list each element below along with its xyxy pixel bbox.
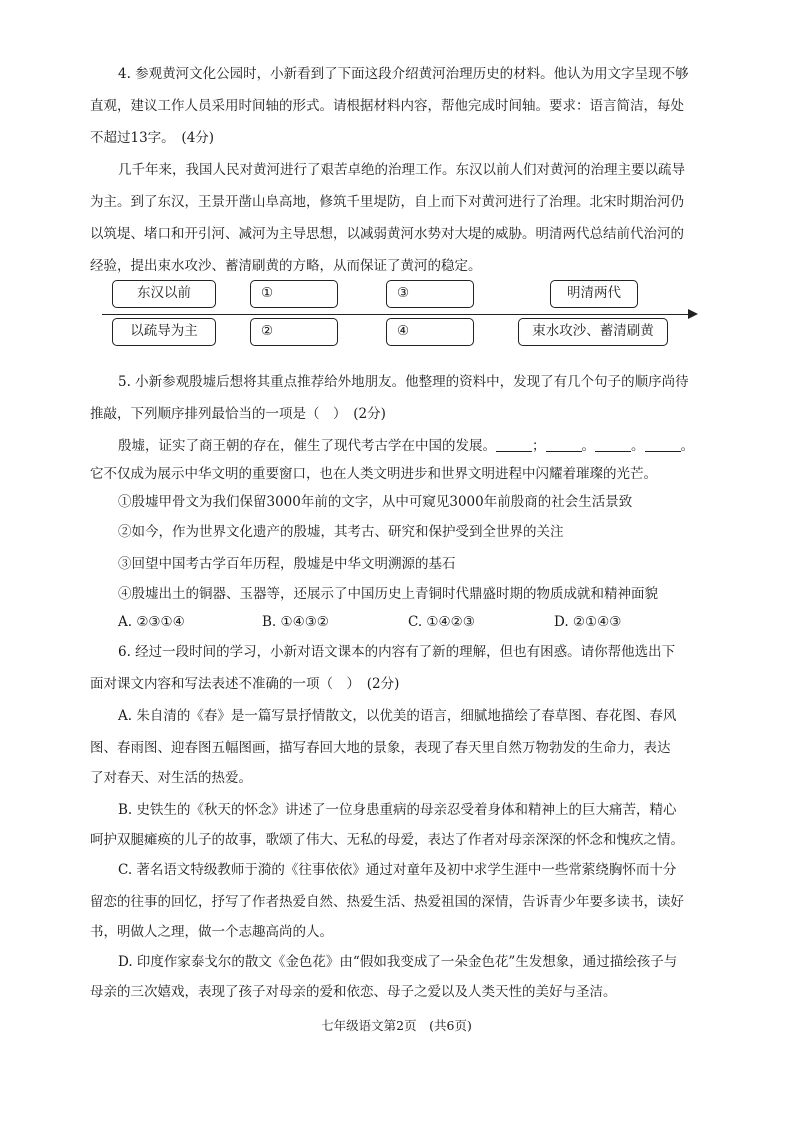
q6-option-a-line-2: 图、春雨图、迎春图五幅图画，描写春回大地的景象，表现了春天里自然万物勃发的生命力，表达 [90, 740, 671, 756]
timeline-box-before-donghan: 东汉以前 [112, 280, 216, 308]
timeline-axis [102, 314, 690, 315]
q5-sentence-1: ①殷墟甲骨文为我们保留3000年前的文字，从中可窥见3000年前殷商的社会生活景致 [118, 494, 633, 510]
q6-option-a-line-1[interactable]: A. 朱自清的《春》是一篇写景抒情散文，以优美的语言，细腻地描绘了春草图、春花图、春风 [118, 708, 677, 724]
q5-blank-3[interactable] [595, 439, 631, 452]
q6-option-d-line-2: 母亲的三次嬉戏，表现了孩子对母亲的爱和依恋、母子之爱以及人类天性的美好与圣洁。 [90, 984, 617, 1000]
q5-blank-1[interactable] [496, 439, 532, 452]
q4-stem-line-3: 不超过13字。 (4分) [90, 130, 215, 146]
q5-option-d[interactable]: D. ②①④③ [554, 614, 622, 630]
q6-option-b-line-1[interactable]: B. 史铁生的《秋天的怀念》讲述了一位身患重病的母亲忍受着身体和精神上的巨大痛苦，精心 [118, 802, 677, 818]
q4-material-line-4: 经验，提出束水攻沙、蓄清刷黄的方略，从而保证了黄河的稳定。 [90, 258, 482, 274]
timeline [0, 280, 793, 350]
q5-sentence-4: ④殷墟出土的铜器、玉器等，还展示了中国历史上青铜时代鼎盛时期的物质成就和精神面貌 [118, 586, 658, 602]
q5-sentence-3: ③回望中国考古学百年历程，殷墟是中华文明溯源的基石 [118, 556, 456, 572]
q5-sep-1: ； [532, 438, 546, 454]
q5-stem-line-1: 5. 小新参观殷墟后想将其重点推荐给外地朋友。他整理的资料中，发现了有几个句子的顺序尚待 [118, 374, 689, 390]
q6-option-d-line-1[interactable]: D. 印度作家泰戈尔的散文《金色花》由“假如我变成了一朵金色花”生发想象，通过描绘孩子与 [118, 954, 678, 970]
q5-sep-4: 。 [680, 438, 694, 454]
q6-stem-line-2: 面对课文内容和写法表述不准确的一项（ ） (2分) [90, 676, 400, 692]
q6-option-c-line-1[interactable]: C. 著名语文特级教师于漪的《往事依依》通过对童年及初中求学生涯中一些常萦绕胸怀而十分 [118, 862, 677, 878]
q5-sep-3: 。 [631, 438, 645, 454]
page-footer: 七年级语文第2页 (共6页) [321, 1018, 472, 1033]
q4-stem-line-1: 4. 参观黄河文化公园时，小新看到了下面这段介绍黄河治理历史的材料。他认为用文字呈现不够 [118, 66, 689, 82]
q5-stem-line-2: 推敲，下列顺序排列最恰当的一项是（ ） (2分) [90, 406, 386, 422]
timeline-arrow-icon [688, 309, 698, 319]
q4-material-line-2: 为主。到了东汉，王景开凿山阜高地，修筑千里堤防，自上而下对黄河进行了治理。北宋时期治河仍 [90, 194, 684, 210]
q5-blank-2[interactable] [546, 439, 582, 452]
q5-sentence-2: ②如今，作为世界文化遗产的殷墟，其考古、研究和保护受到全世界的关注 [118, 524, 564, 540]
q6-option-b-line-2: 呵护双腿瘫痪的儿子的故事，歌颂了伟大、无私的母爱，表达了作者对母亲深深的怀念和愧疚之情。 [90, 832, 684, 848]
timeline-blank-3[interactable]: ③ [386, 280, 474, 308]
timeline-blank-1[interactable]: ① [250, 280, 338, 308]
q5-blank-4[interactable] [645, 439, 681, 452]
q5-option-b[interactable]: B. ①④③② [262, 614, 329, 630]
q5-sep-2: 。 [581, 438, 595, 454]
q4-material-line-3: 以筑堤、堵口和开引河、减河为主导思想，以减弱黄河水势对大堤的威胁。明清两代总结前代治河的 [90, 226, 684, 242]
q6-stem-line-1: 6. 经过一段时间的学习，小新对语文课本的内容有了新的理解，但也有困惑。请你帮他选出下 [118, 644, 676, 660]
q6-option-c-line-2: 留恋的往事的回忆，抒写了作者热爱自然、热爱生活、热爱祖国的深情，告诉青少年要多读书，读好 [90, 894, 684, 910]
timeline-blank-4[interactable]: ④ [386, 318, 474, 346]
q5-passage-line-2: 它不仅成为展示中华文明的重要窗口，也在人类文明进步和世界文明进程中闪耀着璀璨的光芒。 [90, 466, 657, 482]
timeline-box-shushui: 束水攻沙、蓄清刷黄 [518, 318, 668, 346]
q5-option-c[interactable]: C. ①④②③ [408, 614, 475, 630]
q6-option-c-line-3: 书，明做人之理，做一个志趣高尚的人。 [90, 924, 333, 940]
q5-passage-line-1 [118, 438, 694, 456]
q5-passage-start: 殷墟，证实了商王朝的存在，催生了现代考古学在中国的发展。 [118, 438, 496, 454]
q4-stem-line-2: 直观，建议工作人员采用时间轴的形式。请根据材料内容，帮他完成时间轴。要求：语言简洁，每处 [90, 98, 684, 114]
q6-option-a-line-3: 了对春天、对生活的热爱。 [90, 770, 252, 786]
q5-option-a[interactable]: A. ②③①④ [118, 614, 185, 630]
q4-material-line-1: 几千年来，我国人民对黄河进行了艰苦卓绝的治理工作。东汉以前人们对黄河的治理主要以疏导 [118, 162, 685, 178]
timeline-box-ming-qing: 明清两代 [550, 280, 638, 308]
timeline-blank-2[interactable]: ② [250, 318, 338, 346]
timeline-box-shudao: 以疏导为主 [112, 318, 216, 346]
